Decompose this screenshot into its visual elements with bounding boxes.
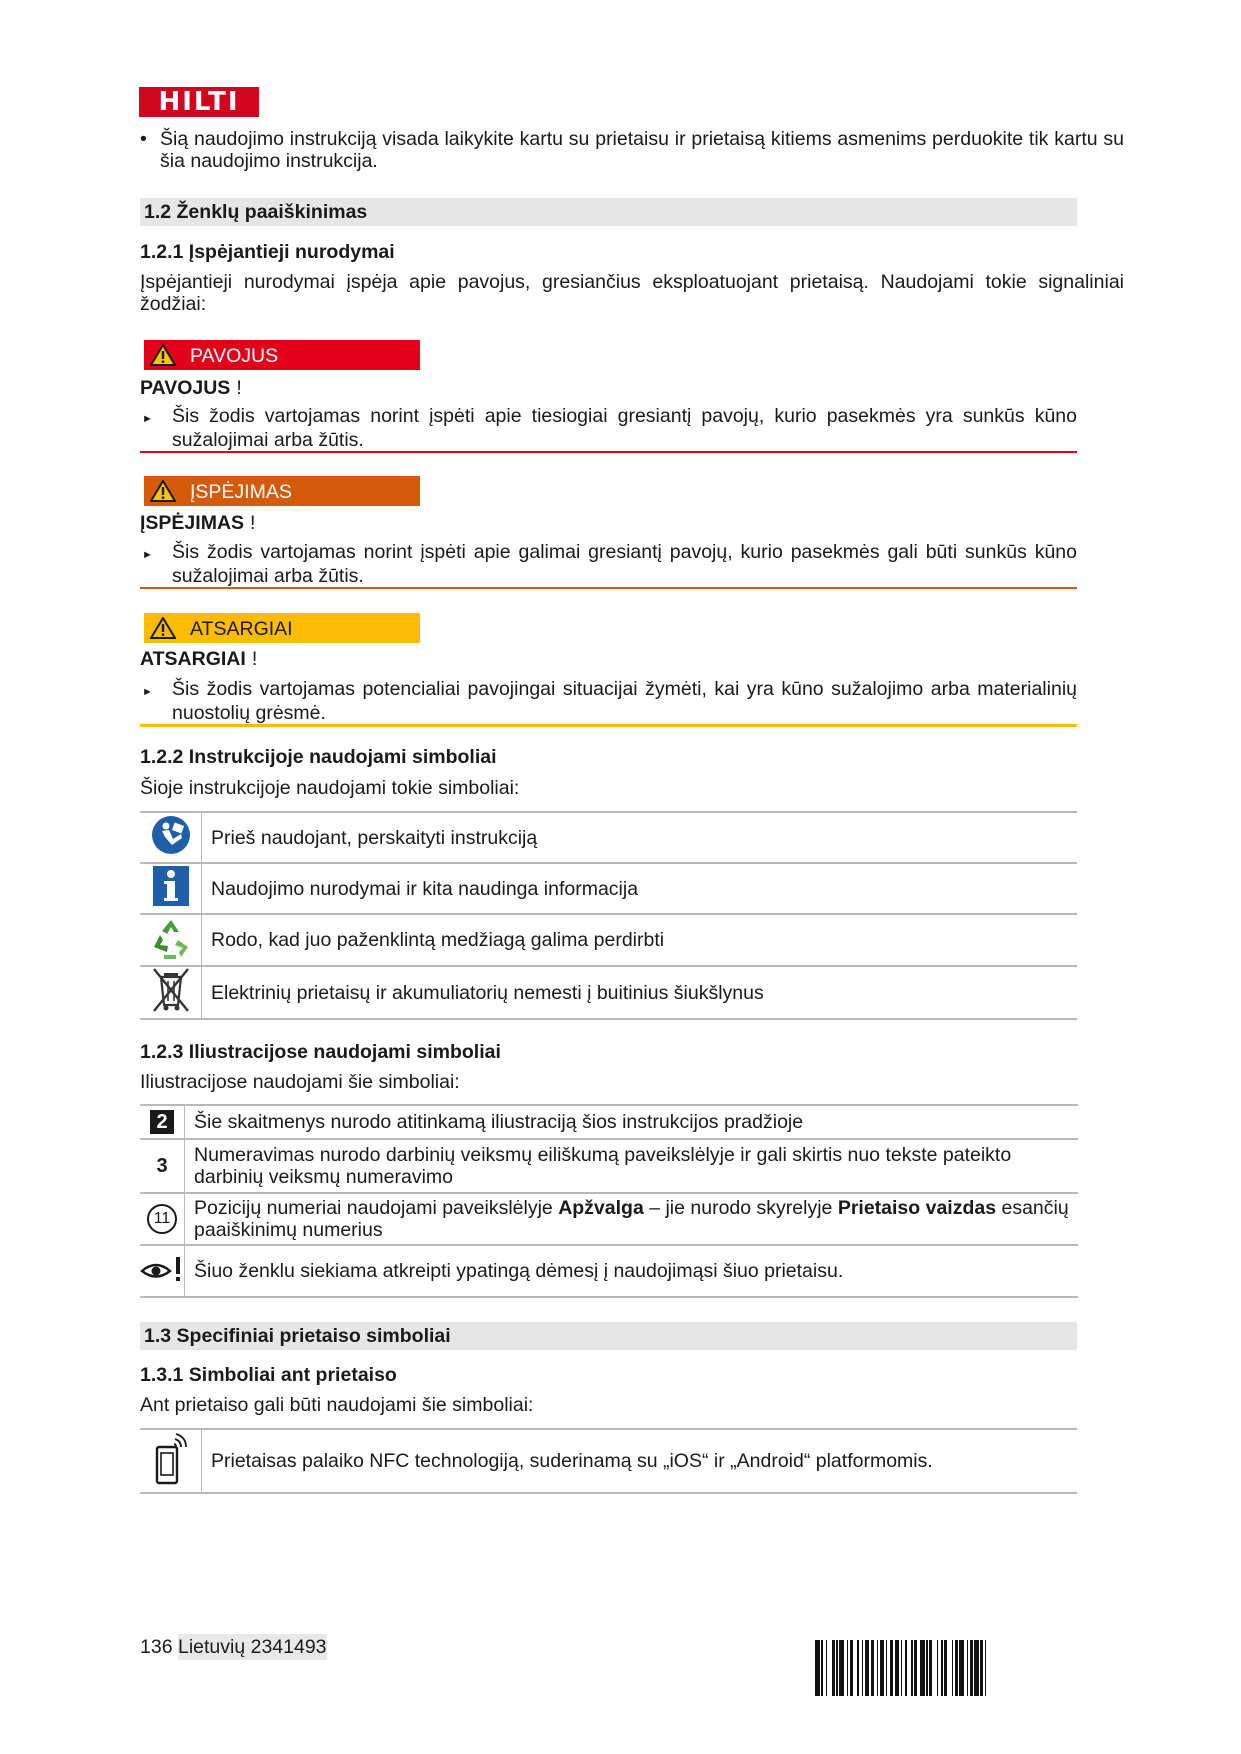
signal-description-caution (140, 677, 1077, 725)
signal-description-danger (140, 404, 1077, 452)
page-number: 136 (140, 1636, 173, 1658)
table-row (140, 863, 1077, 914)
signal-label: ĮSPĖJIMAS (190, 481, 292, 503)
icon-cell (140, 1105, 185, 1139)
step-number-icon: 3 (156, 1155, 168, 1177)
barcode (815, 1640, 1077, 1696)
icon-cell (140, 1193, 185, 1245)
table-row (140, 812, 1077, 863)
read-manual-icon (151, 815, 191, 855)
table-row (140, 1245, 1078, 1297)
arrow-bullet-icon: ► (142, 549, 153, 561)
section-heading-1-3: 1.3 Specifiniai prietaiso simboliai (140, 1322, 1077, 1350)
subsection-heading-1-2-3: 1.2.3 Iliustracijose naudojami simboliai (140, 1041, 501, 1063)
intro-bullet (140, 128, 1124, 172)
subsection-heading-1-2-1: 1.2.1 Įspėjantieji nurodymai (140, 241, 395, 263)
signal-banner-caution (144, 613, 420, 643)
warning-intro-text: Įspėjantieji nurodymai įspėja apie pavojus, gresiančius eksploatuojant prietaisą. Naudojami tokie signaliniai žodžiai: (140, 271, 1124, 315)
text-part: esančių paaiškinimų numerius (194, 1197, 1069, 1241)
icon-cell (140, 914, 202, 966)
instruction-symbols-table (140, 811, 1077, 1020)
symbol-description: Šiuo ženklu siekiama atkreipti ypatingą dėmesį į naudojimąsi šiuo prietaisu. (185, 1245, 1079, 1297)
signal-banner-danger (144, 340, 420, 370)
table-row (140, 1105, 1078, 1139)
table-row (140, 914, 1077, 966)
device-symbols-table (140, 1428, 1077, 1494)
signal-label: ATSARGIAI (190, 618, 293, 640)
icon-cell (140, 1429, 202, 1493)
signal-banner-warning (144, 476, 420, 506)
symbol-description: Šie skaitmenys nurodo atitinkamą iliustraciją šios instrukcijos pradžioje (185, 1105, 1079, 1139)
signal-text: Šis žodis vartojamas norint įspėti apie galimai gresiantį pavojų, kurio pasekmės gali būti sunkūs kūno sužalojimai arba žūtis. (172, 541, 1077, 587)
position-number-icon: 11 (147, 1204, 177, 1234)
page-footer (140, 1636, 327, 1659)
instr-symbols-intro: Šioje instrukcijoje naudojami tokie simboliai: (140, 777, 520, 799)
subsection-heading-1-2-2: 1.2.2 Instrukcijoje naudojami simboliai (140, 746, 497, 768)
symbol-description: Prietaisas palaiko NFC technologiją, suderinamą su „iOS“ ir „Android“ platformomis. (202, 1429, 1078, 1493)
table-row (140, 1429, 1077, 1493)
symbol-description (185, 1193, 1079, 1245)
warning-triangle-icon (150, 480, 176, 502)
symbol-description-text: Numeravimas nurodo darbinių veiksmų eiliškumą paveikslėlyje ir gali skirtis nuo tekste pateikto darbinių veiksmų numeravimo (194, 1144, 1012, 1188)
intro-text: Šią naudojimo instrukciją visada laikykite kartu su prietaisu ir prietaisą kitiems asmenims perduokite tik kartu su šia naudojimo instrukcija. (160, 128, 1124, 172)
attention-eye-icon (140, 1254, 184, 1284)
signal-title-danger (140, 377, 242, 400)
crossed-bin-icon (150, 967, 192, 1013)
signal-title-word: ATSARGIAI (140, 648, 246, 670)
icon-cell (140, 863, 202, 914)
warning-triangle-icon (150, 617, 176, 639)
signal-exclaim: ! (236, 377, 242, 399)
signal-text: Šis žodis vartojamas potencialiai pavojingai situacijai žymėti, kai yra kūno sužalojimo arba materialinių nuostolių grėsmė. (172, 678, 1077, 724)
illus-symbols-intro: Iliustracijose naudojami šie simboliai: (140, 1071, 460, 1093)
signal-title-warning (140, 512, 255, 535)
signal-exclaim: ! (251, 648, 258, 670)
caution-divider (140, 724, 1077, 727)
danger-divider (140, 451, 1077, 453)
table-row (140, 1193, 1078, 1245)
signal-title-word: ĮSPĖJIMAS (140, 512, 245, 534)
language-code: Lietuvių 2341493 (177, 1636, 327, 1658)
symbol-description: Elektrinių prietaisų ir akumuliatorių nemesti į buitinius šiukšlynus (202, 966, 1078, 1019)
text-part: – jie nurodo skyrelyje (643, 1197, 838, 1219)
table-row (140, 1139, 1078, 1193)
bullet-marker: • (140, 128, 147, 150)
nfc-phone-icon (151, 1431, 191, 1487)
warning-triangle-icon (150, 344, 176, 366)
subsection-heading-1-3-1: 1.3.1 Simboliai ant prietaiso (140, 1364, 397, 1386)
symbol-description: Prieš naudojant, perskaityti instrukciją (202, 812, 1078, 863)
signal-exclaim: ! (250, 512, 256, 534)
signal-label: PAVOJUS (190, 345, 279, 367)
symbol-description: Naudojimo nurodymai ir kita naudinga informacija (202, 863, 1078, 914)
section-heading-1-2: 1.2 Ženklų paaiškinimas (140, 198, 1077, 226)
icon-cell (140, 1245, 185, 1297)
signal-text: Šis žodis vartojamas norint įspėti apie tiesiogiai gresiantį pavojų, kurio pasekmės yra sunkūs kūno sužalojimai arba žūtis. (172, 405, 1077, 451)
illustration-symbols-table (140, 1104, 1078, 1298)
icon-cell (140, 966, 202, 1019)
signal-title-word: PAVOJUS (140, 377, 231, 399)
recycle-icon (150, 917, 192, 959)
icon-cell (140, 1139, 185, 1193)
hilti-logo: HILTI (139, 87, 259, 117)
arrow-bullet-icon: ► (142, 413, 153, 425)
info-icon (152, 865, 190, 907)
symbol-description (185, 1139, 1079, 1193)
figure-number-icon: 2 (150, 1110, 174, 1134)
signal-description-warning (140, 540, 1077, 588)
warning-divider (140, 587, 1077, 589)
icon-cell (140, 812, 202, 863)
symbol-description: Rodo, kad juo paženklintą medžiagą galima perdirbti (202, 914, 1078, 966)
signal-title-caution (140, 648, 257, 671)
text-part: Pozicijų numeriai naudojami paveikslėlyje (194, 1197, 559, 1219)
bold-term-device-view: Prietaiso vaizdas (837, 1197, 997, 1219)
arrow-bullet-icon: ► (142, 686, 153, 698)
device-symbols-intro: Ant prietaiso gali būti naudojami šie simboliai: (140, 1394, 534, 1416)
table-row (140, 966, 1077, 1019)
bold-term-overview: Apžvalga (558, 1197, 644, 1219)
